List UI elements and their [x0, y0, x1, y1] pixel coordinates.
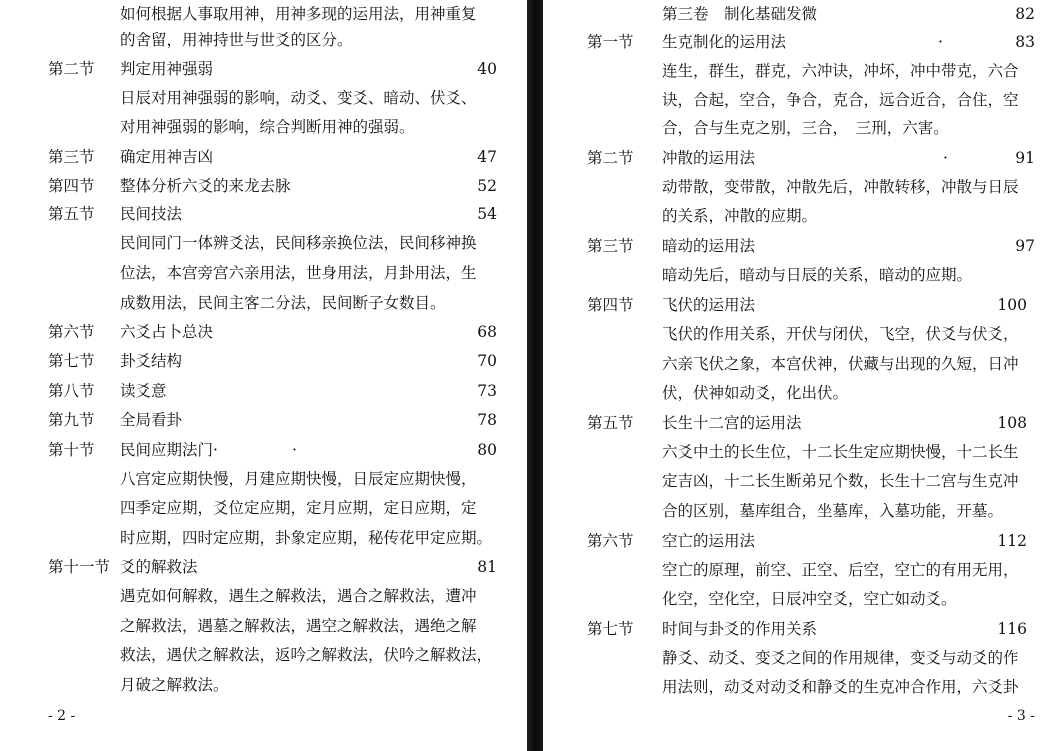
page-number: 54 [477, 205, 497, 223]
section-label: 第二节 [48, 60, 95, 78]
toc-description-line: 静爻、动爻、变爻之间的作用规律，变爻与动爻的作 [662, 649, 1019, 667]
toc-description-line: 对用神强弱的影响，综合判断用神的强弱。 [120, 118, 415, 136]
page-number: 116 [997, 620, 1027, 638]
toc-description-line: 之解救法，遇墓之解救法，遇空之解救法，遇绝之解 [120, 617, 477, 635]
page-number: 47 [477, 148, 497, 166]
toc-entry[interactable] [543, 144, 1053, 172]
page-number: 108 [997, 414, 1027, 432]
toc-description-line: 遇克如何解救，遇生之解救法，遇合之解救法，遭冲 [120, 587, 477, 605]
page-folio: - 2 - [48, 708, 76, 724]
toc-entry[interactable] [0, 436, 525, 464]
toc-description-line: 合的区别，墓库组合，坐墓库，入墓功能，开墓。 [662, 502, 1004, 520]
stray-dot: · [943, 149, 948, 167]
toc-entry[interactable] [0, 377, 525, 405]
toc-description-line: 空亡的原理，前空、正空、后空，空亡的有用无用， [662, 561, 1019, 579]
toc-entry[interactable] [543, 409, 1053, 437]
toc-description-line: 的舍留，用神持世与世爻的区分。 [120, 31, 353, 49]
toc-description-line: 八宫定应期快慢，月建应期快慢，日辰定应期快慢， [120, 470, 477, 488]
page-number: 70 [477, 352, 497, 370]
section-title: 全局看卦 [120, 411, 183, 429]
section-label: 第四节 [587, 296, 634, 314]
toc-entry[interactable] [0, 172, 525, 200]
section-title: 卦爻结构 [120, 352, 183, 370]
toc-description-line: 连生，群生，群克，六冲诀，冲坏，冲中带克，六合 [662, 62, 1019, 80]
section-title: 时间与卦爻的作用关系 [662, 620, 818, 638]
page-number: 97 [1015, 237, 1035, 255]
toc-entry[interactable] [0, 143, 525, 171]
page-number: 100 [997, 296, 1027, 314]
toc-entry[interactable] [0, 55, 525, 83]
toc-entry[interactable] [543, 28, 1053, 56]
toc-description-line: 位法，本宫旁宫六亲用法，世身用法，月卦用法，生 [120, 264, 477, 282]
toc-description-line: 的关系，冲散的应期。 [662, 207, 818, 225]
toc-description-line: 伏，伏神如动爻，化出伏。 [662, 384, 849, 402]
section-label: 第六节 [48, 323, 95, 341]
stray-dot: · [292, 441, 297, 459]
toc-description-line: 时应期，四时定应期，卦象定应期，秘传花甲定应期。 [120, 529, 493, 547]
toc-description-line: 合，合与生克之别，三合， 三刑，六害。 [662, 119, 949, 137]
toc-description-line: 诀，合起，空合，争合，克合，远合近合，合住，空 [662, 91, 1019, 109]
toc-description-line: 化空，空化空，日辰冲空爻，空亡如动爻。 [662, 590, 957, 608]
toc-description-line: 飞伏的作用关系，开伏与闭伏，飞空，伏爻与伏爻， [662, 325, 1019, 343]
toc-description-line: 六亲飞伏之象，本宫伏神，伏藏与出现的久短，日冲 [662, 355, 1019, 373]
section-title: 判定用神强弱 [120, 60, 214, 78]
section-label: 第七节 [48, 352, 95, 370]
section-title: 六爻占卜总决 [120, 323, 214, 341]
section-label: 第二节 [587, 149, 634, 167]
section-title: 民间应期法门· [120, 441, 218, 459]
right-page [543, 0, 1053, 751]
section-label: 第九节 [48, 411, 95, 429]
toc-description-line: 用法则，动爻对动爻和静爻的生克冲合作用，六爻卦 [662, 678, 1019, 696]
toc-description-line: 救法，遇伏之解救法，返吟之解救法，伏吟之解救法， [120, 646, 493, 664]
toc-description-line: 定吉凶，十二长生断弟兄个数，长生十二宫与生克冲 [662, 472, 1019, 490]
page-number: 80 [477, 441, 497, 459]
page-number: 73 [477, 382, 497, 400]
book-gutter [527, 0, 543, 751]
toc-entry[interactable] [543, 232, 1053, 260]
section-label: 第十节 [48, 441, 95, 459]
toc-description-line: 如何根据人事取用神，用神多现的运用法，用神重复 [120, 5, 477, 23]
section-label: 第七节 [587, 620, 634, 638]
page-number: 40 [477, 60, 497, 78]
toc-entry[interactable] [543, 0, 1053, 28]
section-label: 第三节 [48, 148, 95, 166]
section-label: 第五节 [48, 205, 95, 223]
page-number: 82 [1015, 5, 1035, 23]
toc-entry[interactable] [543, 527, 1053, 555]
toc-entry[interactable] [0, 406, 525, 434]
page-number: 52 [477, 177, 497, 195]
section-label: 第八节 [48, 382, 95, 400]
section-label: 第十一节 [48, 558, 111, 576]
section-label: 第五节 [587, 414, 634, 432]
section-label: 第四节 [48, 177, 95, 195]
volume-title: 第三卷 制化基础发微 [662, 5, 818, 23]
section-title: 冲散的运用法 [662, 149, 756, 167]
section-title: 爻的解救法 [120, 558, 198, 576]
toc-description-line: 日辰对用神强弱的影响，动爻、变爻、暗动、伏爻、 [120, 89, 477, 107]
section-title: 读爻意 [120, 382, 167, 400]
toc-entry[interactable] [0, 347, 525, 375]
section-title: 生克制化的运用法 [662, 33, 787, 51]
section-label: 第一节 [587, 33, 634, 51]
section-title: 民间技法 [120, 205, 183, 223]
toc-entry[interactable] [543, 615, 1053, 643]
toc-entry[interactable] [0, 553, 525, 581]
section-title: 空亡的运用法 [662, 532, 756, 550]
section-title: 飞伏的运用法 [662, 296, 756, 314]
section-label: 第六节 [587, 532, 634, 550]
page-number: 68 [477, 323, 497, 341]
page-number: 91 [1015, 149, 1035, 167]
toc-description-line: 六爻中土的长生位，十二长生定应期快慢，十二长生 [662, 443, 1019, 461]
toc-description-line: 民间同门一体辨爻法，民间移亲换位法，民间移神换 [120, 234, 477, 252]
page-number: 78 [477, 411, 497, 429]
section-label: 第三节 [587, 237, 634, 255]
section-title: 暗动的运用法 [662, 237, 756, 255]
toc-description-line: 月破之解救法。 [120, 676, 229, 694]
toc-description-line: 四季定应期，爻位定应期，定月应期，定日应期，定 [120, 499, 477, 517]
toc-description-line: 成数用法，民间主客二分法，民间断子女数目。 [120, 294, 446, 312]
section-title: 确定用神吉凶 [120, 148, 214, 166]
stray-dot: · [938, 33, 943, 51]
left-page [0, 0, 525, 751]
toc-description-line: 暗动先后，暗动与日辰的关系，暗动的应期。 [662, 266, 973, 284]
toc-entry[interactable] [0, 318, 525, 346]
section-title: 长生十二宫的运用法 [662, 414, 802, 432]
toc-entry[interactable] [543, 291, 1053, 319]
toc-entry[interactable] [0, 200, 525, 228]
toc-description-line: 动带散，变带散，冲散先后，冲散转移，冲散与日辰 [662, 178, 1019, 196]
section-title: 整体分析六爻的来龙去脉 [120, 177, 291, 195]
page-number: 83 [1015, 33, 1035, 51]
page-folio: - 3 - [1007, 708, 1035, 724]
page-number: 112 [997, 532, 1027, 550]
page-number: 81 [477, 558, 497, 576]
